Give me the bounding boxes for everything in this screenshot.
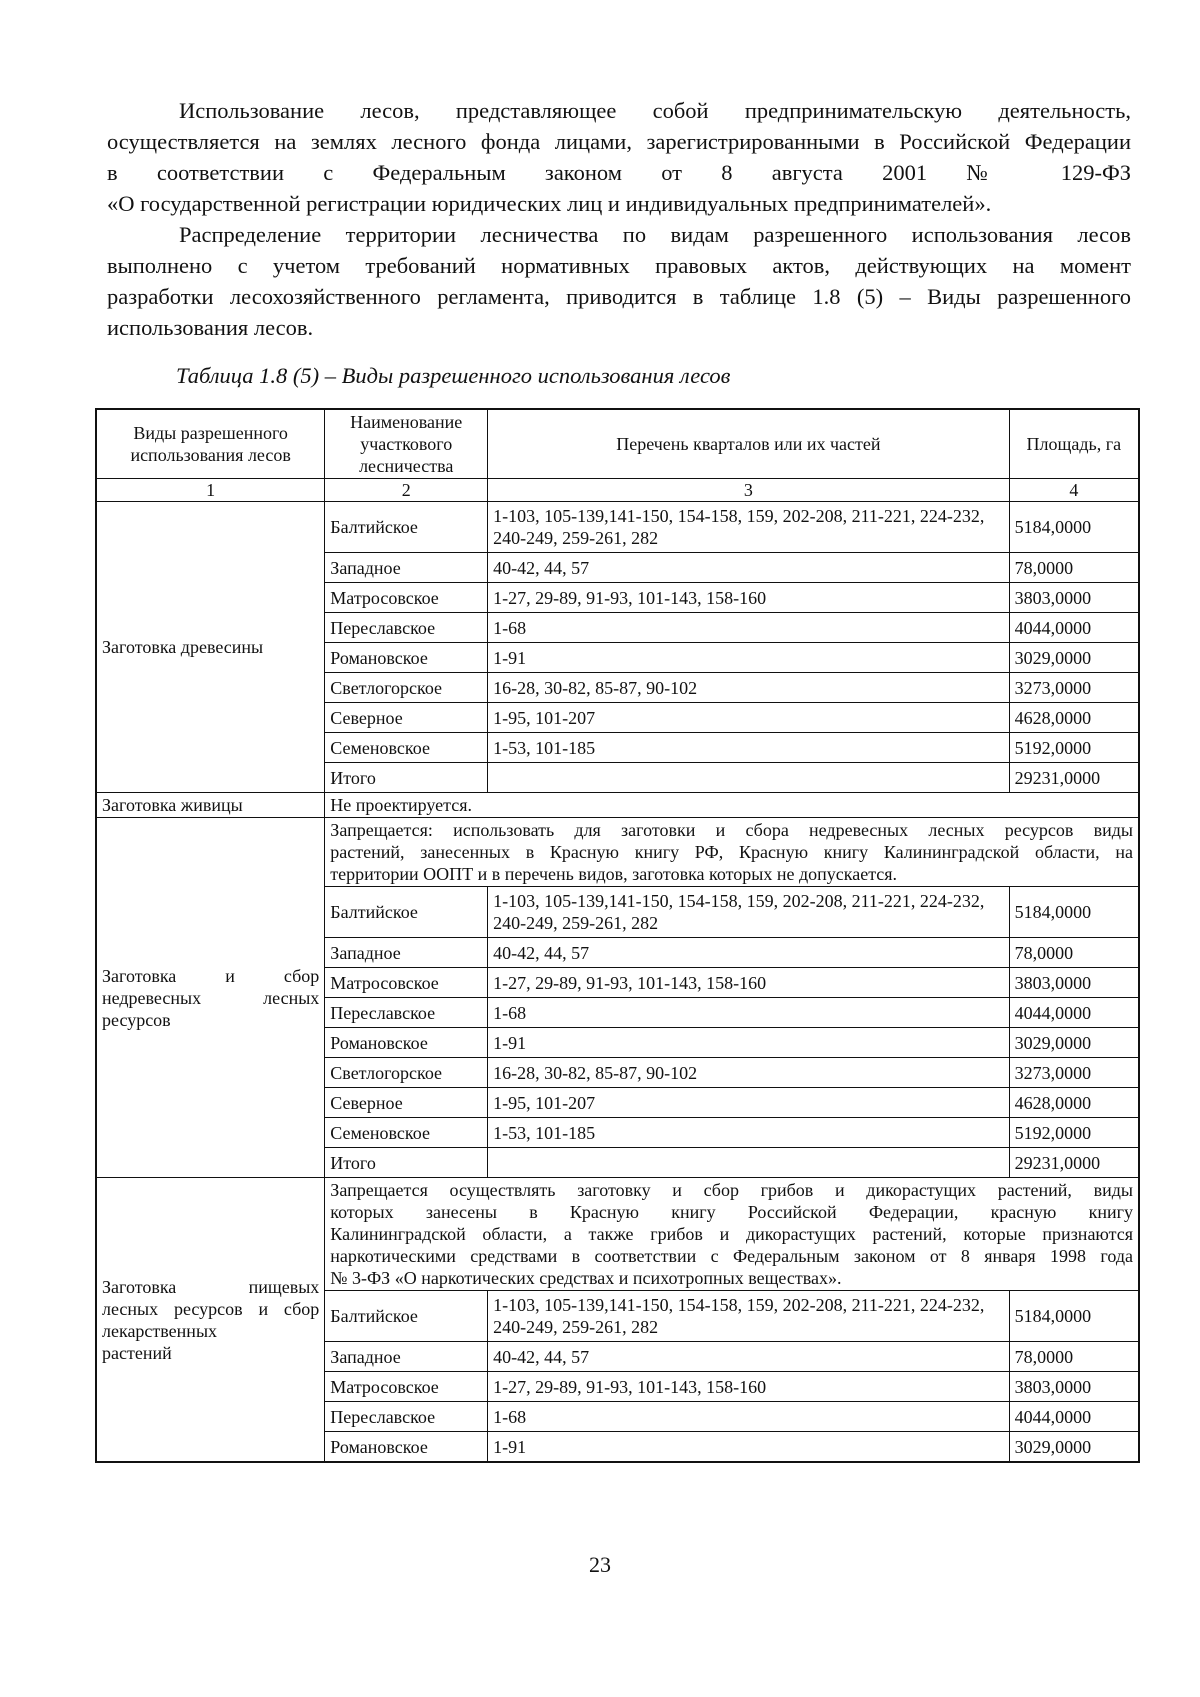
district-cell: Светлогорское bbox=[325, 673, 488, 703]
note-cell: Не проектируется. bbox=[325, 793, 1139, 818]
district-cell: Балтийское bbox=[325, 1291, 488, 1342]
category-line: лесных ресурсов и сбор bbox=[102, 1298, 320, 1319]
area-cell: 78,0000 bbox=[1009, 553, 1139, 583]
district-cell: Романовское bbox=[325, 643, 488, 673]
table-row bbox=[96, 818, 1139, 887]
area-cell: 5184,0000 bbox=[1009, 502, 1139, 553]
quarters-cell: 1-91 bbox=[488, 1432, 1010, 1463]
category-cell bbox=[96, 1178, 325, 1463]
quarters-cell: 1-91 bbox=[488, 643, 1010, 673]
area-cell: 3803,0000 bbox=[1009, 1372, 1139, 1402]
quarters-cell: 1-53, 101-185 bbox=[488, 1118, 1010, 1148]
note-line: которых занесены в Красную книгу Российской Федерации, красную книгу bbox=[330, 1202, 1133, 1222]
area-cell: 5184,0000 bbox=[1009, 887, 1139, 938]
quarters-cell: 1-53, 101-185 bbox=[488, 733, 1010, 763]
header-district: Наименование участкового лесничества bbox=[325, 409, 488, 479]
category-line: лекарственных bbox=[102, 1320, 218, 1341]
column-number: 1 bbox=[96, 479, 325, 502]
district-cell: Матросовское bbox=[325, 968, 488, 998]
area-cell: 4628,0000 bbox=[1009, 703, 1139, 733]
area-cell: 3273,0000 bbox=[1009, 673, 1139, 703]
quarters-cell-empty bbox=[488, 763, 1010, 793]
paragraph-1 bbox=[107, 95, 1131, 219]
paragraph-line: использования лесов. bbox=[107, 315, 314, 340]
quarters-cell: 1-95, 101-207 bbox=[488, 703, 1010, 733]
category-cell bbox=[96, 818, 325, 1178]
quarters-cell: 40-42, 44, 57 bbox=[488, 553, 1010, 583]
district-cell: Западное bbox=[325, 938, 488, 968]
area-cell: 78,0000 bbox=[1009, 1342, 1139, 1372]
column-number: 3 bbox=[488, 479, 1010, 502]
quarters-cell: 16-28, 30-82, 85-87, 90-102 bbox=[488, 1058, 1010, 1088]
paragraph-2 bbox=[107, 219, 1131, 343]
area-cell: 3029,0000 bbox=[1009, 1432, 1139, 1463]
note-line: растений, занесенных в Красную книгу РФ, Красную книгу Калининградской области, на bbox=[330, 842, 1133, 862]
quarters-cell: 1-27, 29-89, 91-93, 101-143, 158-160 bbox=[488, 1372, 1010, 1402]
category-cell: Заготовка живицы bbox=[96, 793, 325, 818]
district-cell: Балтийское bbox=[325, 887, 488, 938]
note-line: Калининградской области, а также грибов и дикорастущих растений, которые признаются bbox=[330, 1224, 1133, 1244]
area-cell: 4044,0000 bbox=[1009, 613, 1139, 643]
column-number: 2 bbox=[325, 479, 488, 502]
column-number: 4 bbox=[1009, 479, 1139, 502]
category-line: растений bbox=[102, 1342, 172, 1363]
district-cell: Романовское bbox=[325, 1432, 488, 1463]
area-cell: 5184,0000 bbox=[1009, 1291, 1139, 1342]
quarters-cell-empty bbox=[488, 1148, 1010, 1178]
quarters-cell: 1-68 bbox=[488, 1402, 1010, 1432]
column-number-row bbox=[96, 479, 1139, 502]
district-cell: Западное bbox=[325, 553, 488, 583]
quarters-cell: 1-68 bbox=[488, 998, 1010, 1028]
category-cell: Заготовка древесины bbox=[96, 502, 325, 793]
table-caption: Таблица 1.8 (5) – Виды разрешенного использования лесов bbox=[176, 363, 731, 388]
quarters-cell: 40-42, 44, 57 bbox=[488, 1342, 1010, 1372]
note-line: наркотическими средствами в соответствии с Федеральным законом от 8 января 1998 года bbox=[330, 1246, 1133, 1266]
note-line: территории ООПТ и в перечень видов, заготовка которых не допускается. bbox=[330, 864, 898, 884]
header-area: Площадь, га bbox=[1009, 409, 1139, 479]
table-row bbox=[96, 1178, 1139, 1291]
area-cell: 3803,0000 bbox=[1009, 968, 1139, 998]
district-cell: Северное bbox=[325, 703, 488, 733]
district-cell: Переславское bbox=[325, 998, 488, 1028]
paragraph-line: Распределение территории лесничества по видам разрешенного использования лесов bbox=[179, 222, 1131, 247]
quarters-cell: 1-103, 105-139,141-150, 154-158, 159, 202-208, 211-221, 224-232, 240-249, 259-261, 282 bbox=[488, 887, 1010, 938]
area-cell: 3029,0000 bbox=[1009, 1028, 1139, 1058]
paragraph-line: выполнено с учетом требований нормативных правовых актов, действующих на момент bbox=[107, 253, 1131, 278]
area-cell: 4044,0000 bbox=[1009, 1402, 1139, 1432]
table-row bbox=[96, 793, 1139, 818]
quarters-cell: 1-68 bbox=[488, 613, 1010, 643]
district-cell: Западное bbox=[325, 1342, 488, 1372]
district-cell: Переславское bbox=[325, 1402, 488, 1432]
forest-use-table bbox=[95, 408, 1140, 1463]
district-cell: Северное bbox=[325, 1088, 488, 1118]
note-line: № 3-ФЗ «О наркотических средствах и психотропных веществах». bbox=[330, 1268, 842, 1288]
table-header-row bbox=[96, 409, 1139, 479]
area-cell: 3803,0000 bbox=[1009, 583, 1139, 613]
intro-text bbox=[107, 95, 1131, 343]
paragraph-line: разработки лесохозяйственного регламента, приводится в таблице 1.8 (5) – Виды разрешенного bbox=[107, 284, 1131, 309]
paragraph-line: в соответствии с Федеральным законом от 8 августа 2001 № 129-ФЗ bbox=[107, 160, 1131, 185]
paragraph-line: осуществляется на землях лесного фонда лицами, зарегистрированными в Российской Федерации bbox=[107, 129, 1131, 154]
area-cell: 3029,0000 bbox=[1009, 643, 1139, 673]
header-use-type: Виды разрешенного использования лесов bbox=[96, 409, 325, 479]
category-line: недревесных лесных bbox=[102, 987, 320, 1008]
note-cell bbox=[325, 818, 1139, 887]
total-label: Итого bbox=[325, 763, 488, 793]
quarters-cell: 1-103, 105-139,141-150, 154-158, 159, 202-208, 211-221, 224-232, 240-249, 259-261, 282 bbox=[488, 502, 1010, 553]
quarters-cell: 16-28, 30-82, 85-87, 90-102 bbox=[488, 673, 1010, 703]
category-line: Заготовка пищевых bbox=[102, 1276, 320, 1297]
header-quarters: Перечень кварталов или их частей bbox=[488, 409, 1010, 479]
total-area: 29231,0000 bbox=[1009, 1148, 1139, 1178]
district-cell: Семеновское bbox=[325, 733, 488, 763]
category-line: Заготовка и сбор bbox=[102, 965, 320, 986]
district-cell: Семеновское bbox=[325, 1118, 488, 1148]
area-cell: 78,0000 bbox=[1009, 938, 1139, 968]
total-area: 29231,0000 bbox=[1009, 763, 1139, 793]
area-cell: 4044,0000 bbox=[1009, 998, 1139, 1028]
quarters-cell: 1-95, 101-207 bbox=[488, 1088, 1010, 1118]
area-cell: 3273,0000 bbox=[1009, 1058, 1139, 1088]
page-number: 23 bbox=[589, 1552, 611, 1577]
paragraph-line: «О государственной регистрации юридических лиц и индивидуальных предпринимателей». bbox=[107, 191, 992, 216]
area-cell: 5192,0000 bbox=[1009, 1118, 1139, 1148]
note-cell bbox=[325, 1178, 1139, 1291]
quarters-cell: 1-27, 29-89, 91-93, 101-143, 158-160 bbox=[488, 968, 1010, 998]
quarters-cell: 1-103, 105-139,141-150, 154-158, 159, 202-208, 211-221, 224-232, 240-249, 259-261, 282 bbox=[488, 1291, 1010, 1342]
area-cell: 5192,0000 bbox=[1009, 733, 1139, 763]
table-row bbox=[96, 502, 1139, 553]
total-label: Итого bbox=[325, 1148, 488, 1178]
district-cell: Переславское bbox=[325, 613, 488, 643]
quarters-cell: 40-42, 44, 57 bbox=[488, 938, 1010, 968]
district-cell: Светлогорское bbox=[325, 1058, 488, 1088]
category-line: ресурсов bbox=[102, 1009, 171, 1030]
district-cell: Романовское bbox=[325, 1028, 488, 1058]
area-cell: 4628,0000 bbox=[1009, 1088, 1139, 1118]
quarters-cell: 1-91 bbox=[488, 1028, 1010, 1058]
district-cell: Матросовское bbox=[325, 583, 488, 613]
district-cell: Матросовское bbox=[325, 1372, 488, 1402]
paragraph-line: Использование лесов, представляющее собой предпринимательскую деятельность, bbox=[179, 98, 1131, 123]
note-line: Запрещается: использовать для заготовки и сбора недревесных лесных ресурсов виды bbox=[330, 820, 1133, 840]
quarters-cell: 1-27, 29-89, 91-93, 101-143, 158-160 bbox=[488, 583, 1010, 613]
district-cell: Балтийское bbox=[325, 502, 488, 553]
note-line: Запрещается осуществлять заготовку и сбор грибов и дикорастущих растений, виды bbox=[330, 1180, 1133, 1200]
